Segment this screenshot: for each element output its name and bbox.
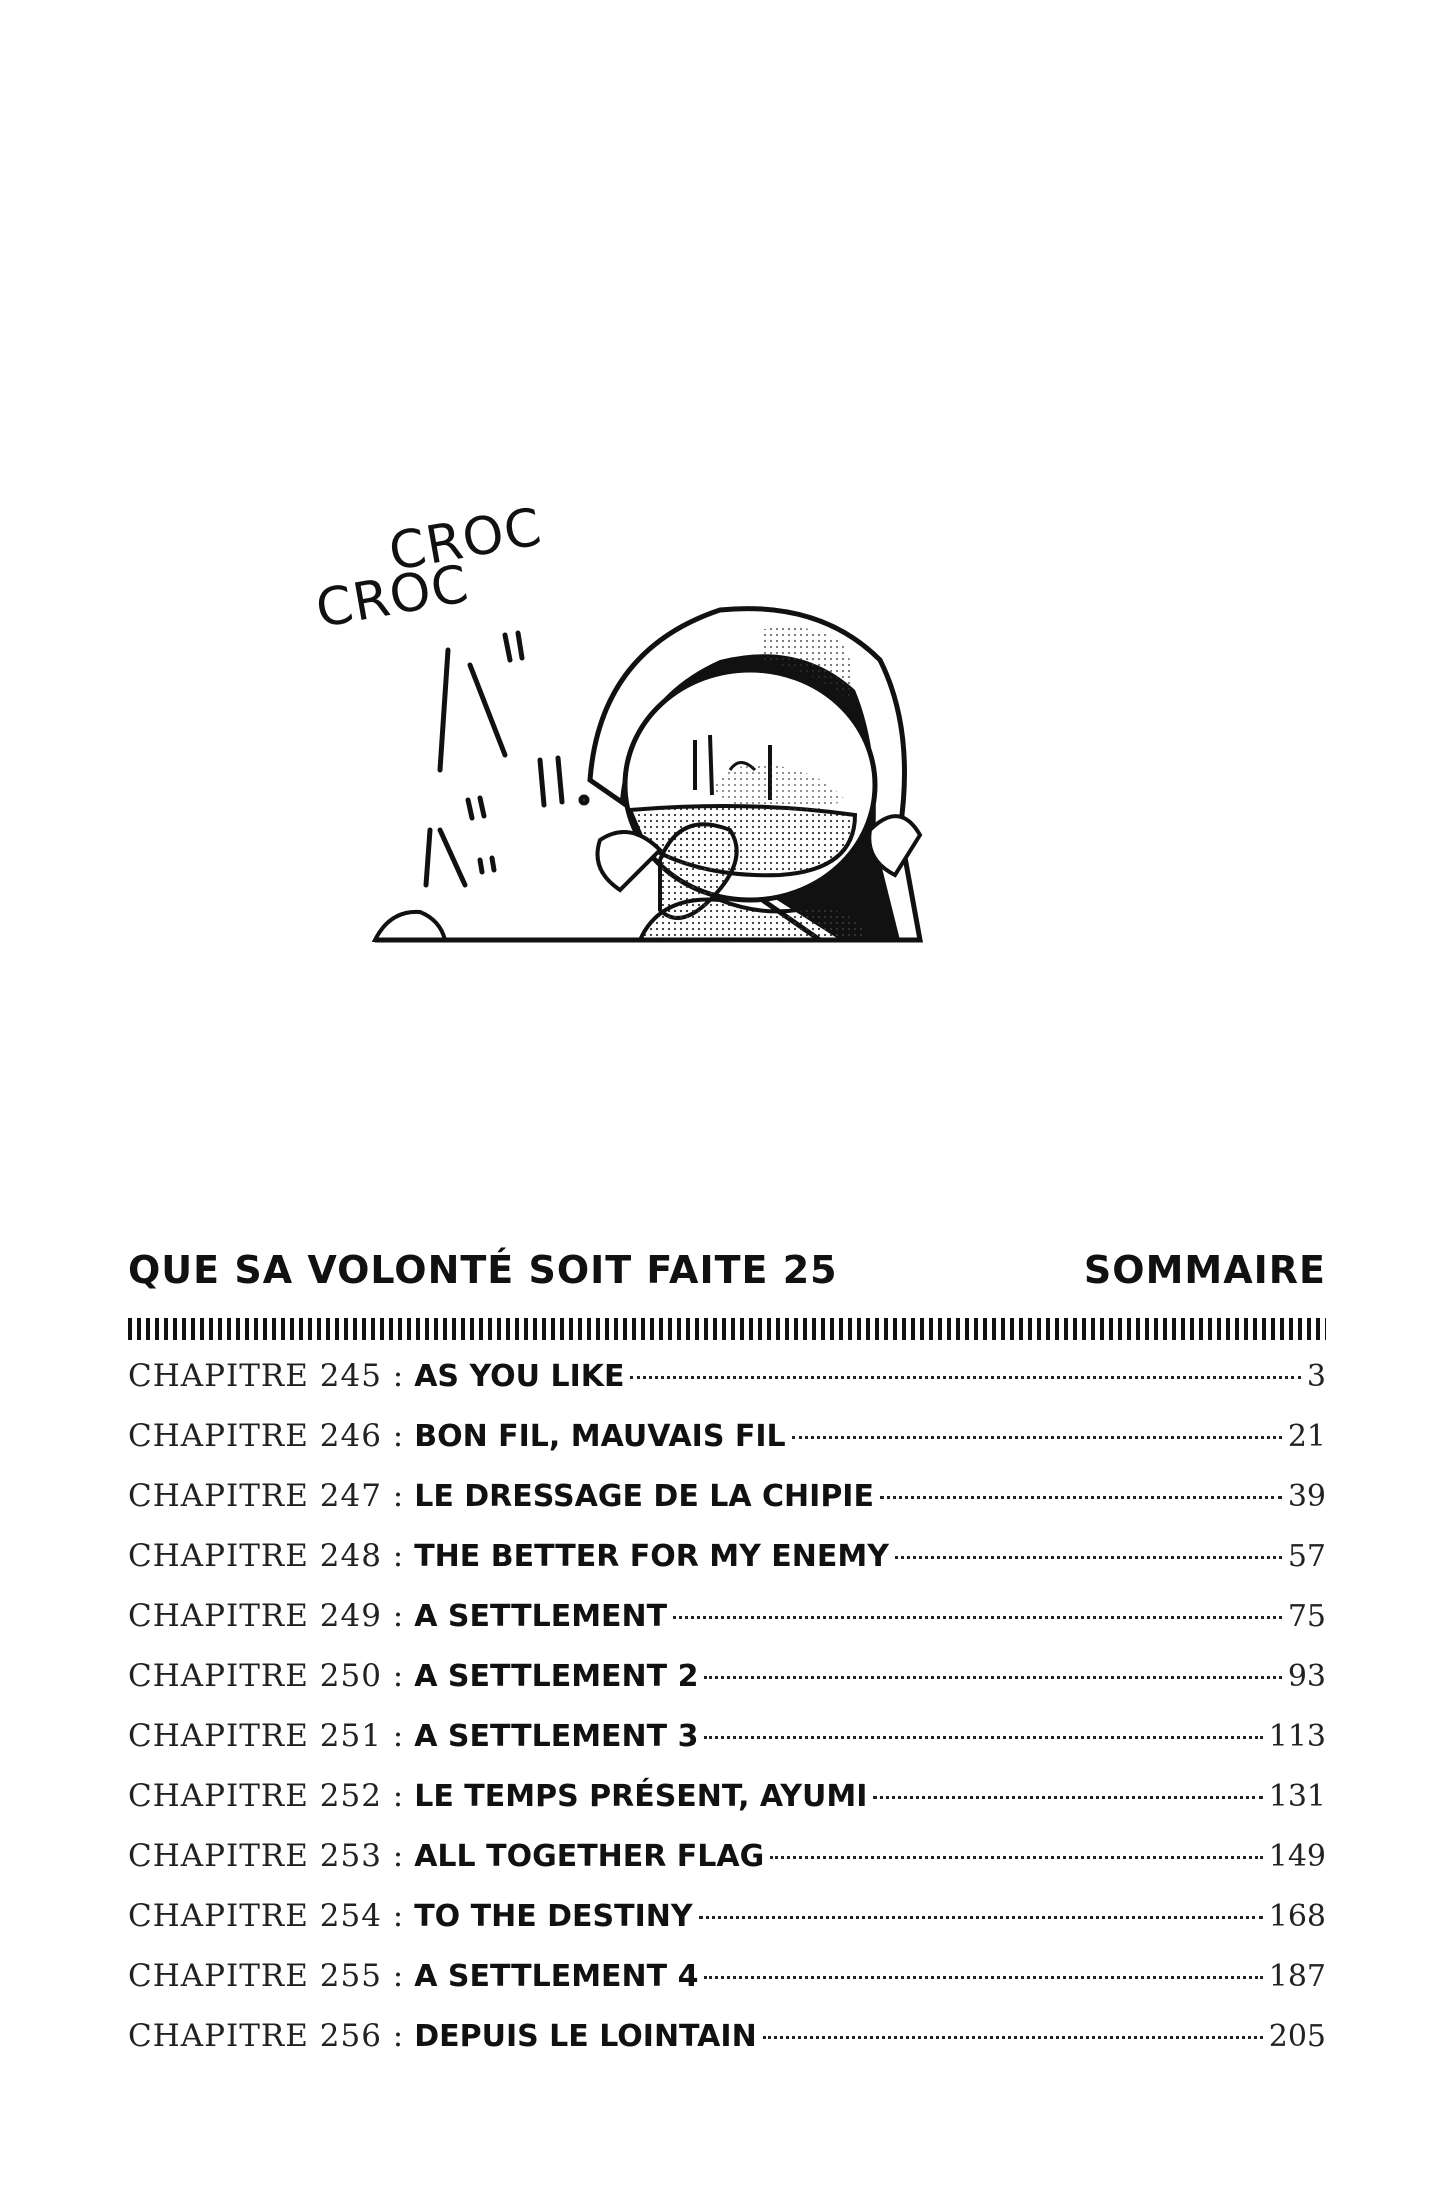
sfx-croc-top: CROC — [384, 497, 547, 583]
table-of-contents — [128, 1248, 1326, 2078]
dot-leader — [630, 1376, 1300, 1379]
character-icon — [375, 609, 920, 940]
toc-entry — [128, 1658, 1326, 1718]
chapter-label: CHAPITRE 253 : — [128, 1838, 405, 1874]
speed-lines-icon — [426, 633, 587, 885]
chapter-title: ALL TOGETHER FLAG — [414, 1839, 765, 1874]
chapter-title: AS YOU LIKE — [414, 1359, 625, 1394]
chapter-title: DEPUIS LE LOINTAIN — [414, 2019, 757, 2054]
dot-leader — [704, 1676, 1281, 1679]
chapter-page-number: 75 — [1287, 1599, 1326, 1634]
toc-entry — [128, 1898, 1326, 1958]
chapter-page-number: 3 — [1306, 1359, 1326, 1394]
chapter-page-number: 131 — [1268, 1779, 1326, 1814]
chapter-title: A SETTLEMENT — [414, 1599, 668, 1634]
chapter-page-number: 187 — [1268, 1959, 1326, 1994]
chapter-label: CHAPITRE 249 : — [128, 1598, 405, 1634]
toc-entry — [128, 2018, 1326, 2078]
dot-leader — [770, 1856, 1262, 1859]
chapter-page-number: 149 — [1268, 1839, 1326, 1874]
chapter-page-number: 39 — [1287, 1479, 1326, 1514]
toc-entry — [128, 1418, 1326, 1478]
sfx-croc-bottom: CROC — [311, 554, 474, 640]
chapter-title: TO THE DESTINY — [414, 1899, 693, 1934]
series-title: QUE SA VOLONTÉ SOIT FAITE 25 — [128, 1248, 838, 1292]
chapter-title: LE TEMPS PRÉSENT, AYUMI — [414, 1779, 868, 1814]
toc-entry — [128, 1718, 1326, 1778]
chapter-page-number: 57 — [1287, 1539, 1326, 1574]
chapter-page-number: 113 — [1268, 1719, 1326, 1754]
chapter-page-number: 93 — [1287, 1659, 1326, 1694]
dot-leader — [673, 1616, 1282, 1619]
chapter-label: CHAPITRE 245 : — [128, 1358, 405, 1394]
toc-entry — [128, 1838, 1326, 1898]
toc-entry — [128, 1478, 1326, 1538]
chapter-title: LE DRESSAGE DE LA CHIPIE — [414, 1479, 874, 1514]
chapter-title: BON FIL, MAUVAIS FIL — [414, 1419, 786, 1454]
dot-leader — [873, 1796, 1262, 1799]
chapter-label: CHAPITRE 255 : — [128, 1958, 405, 1994]
chapter-page-number: 205 — [1268, 2019, 1326, 2054]
toc-entry — [128, 1598, 1326, 1658]
toc-header — [128, 1248, 1326, 1292]
chapter-label: CHAPITRE 252 : — [128, 1778, 405, 1814]
toc-entry — [128, 1778, 1326, 1838]
chapter-page-number: 21 — [1287, 1419, 1326, 1454]
chapter-title: A SETTLEMENT 2 — [414, 1659, 699, 1694]
chapter-title: A SETTLEMENT 3 — [414, 1719, 699, 1754]
dot-leader — [704, 1736, 1262, 1739]
toc-entry — [128, 1358, 1326, 1418]
chapter-label: CHAPITRE 256 : — [128, 2018, 405, 2054]
dot-leader — [704, 1976, 1262, 1979]
dot-leader — [880, 1496, 1282, 1499]
toc-heading: SOMMAIRE — [1083, 1248, 1326, 1292]
dot-leader — [895, 1556, 1282, 1559]
toc-entry — [128, 1538, 1326, 1598]
chapter-label: CHAPITRE 251 : — [128, 1718, 405, 1754]
chapter-label: CHAPITRE 250 : — [128, 1658, 405, 1694]
chapter-label: CHAPITRE 246 : — [128, 1418, 405, 1454]
dot-leader — [699, 1916, 1263, 1919]
toc-list — [128, 1358, 1326, 2078]
chapter-page-number: 168 — [1268, 1899, 1326, 1934]
chapter-label: CHAPITRE 247 : — [128, 1478, 405, 1514]
chapter-title: THE BETTER FOR MY ENEMY — [414, 1539, 889, 1574]
dot-leader — [792, 1436, 1282, 1439]
chapter-label: CHAPITRE 248 : — [128, 1538, 405, 1574]
chapter-title: A SETTLEMENT 4 — [414, 1959, 699, 1994]
chapter-label: CHAPITRE 254 : — [128, 1898, 405, 1934]
dot-leader — [763, 2036, 1263, 2039]
decorative-rule — [128, 1318, 1326, 1340]
toc-entry — [128, 1958, 1326, 2018]
